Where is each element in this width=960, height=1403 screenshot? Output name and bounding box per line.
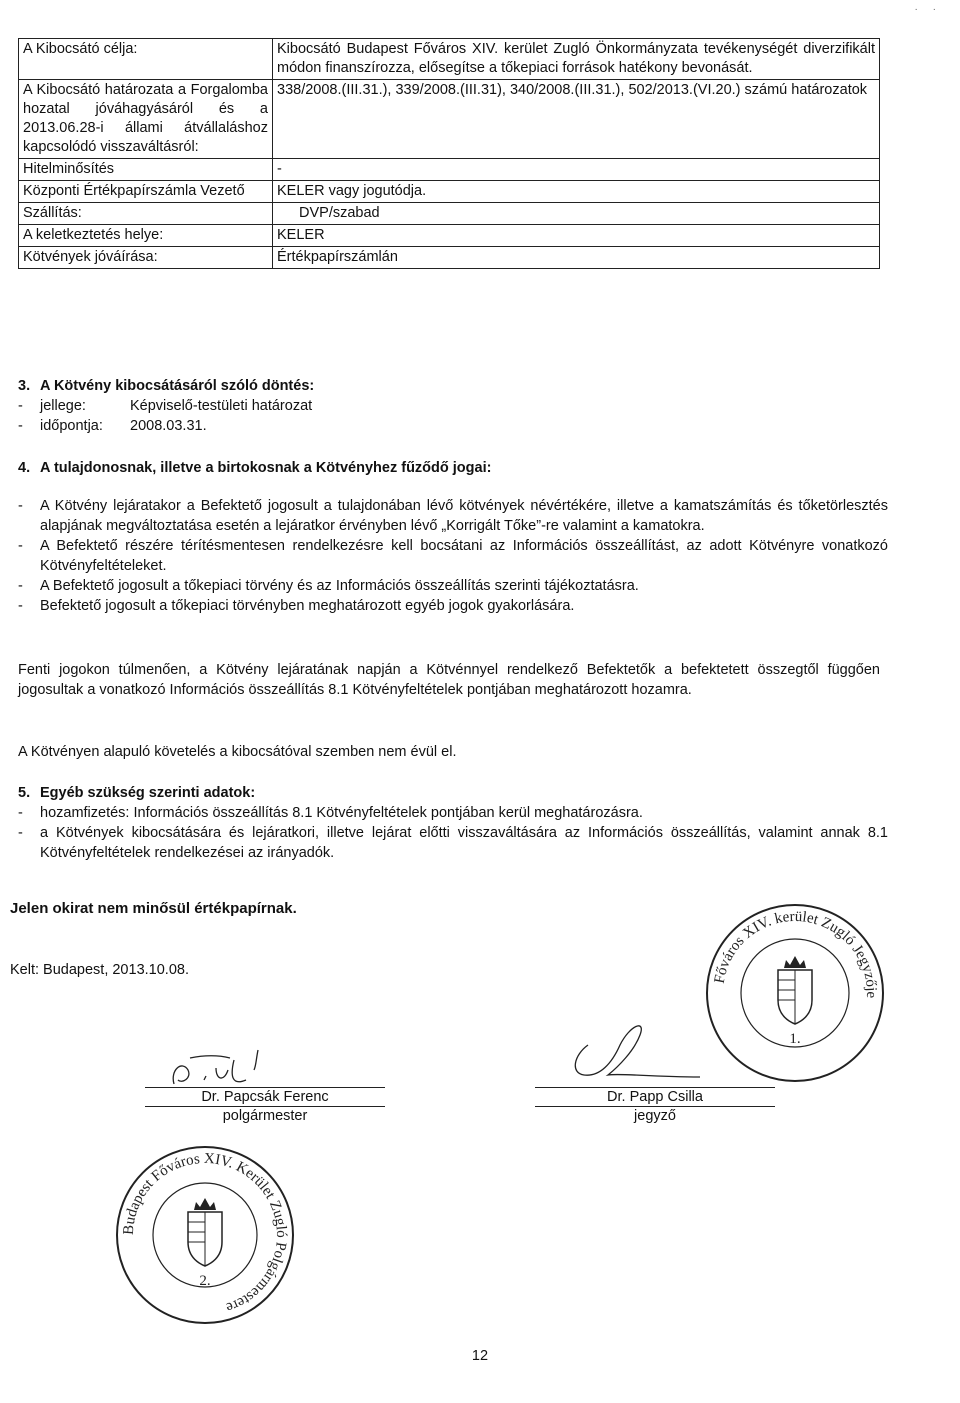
item-text: Befektető jogosult a tőkepiaci törvényben meghatározott egyéb jogok gyakorlására. <box>40 598 575 614</box>
bond-info-table <box>18 38 880 269</box>
table-row <box>19 80 880 159</box>
row-value: Értékpapírszámlán <box>273 247 880 269</box>
table-row <box>19 159 880 181</box>
mayor-signature-block <box>145 1087 385 1125</box>
list-item: - A Befektető jogosult a tőkepiaci törvény és az Információs összeállítás szerinti tájékoztatásra. <box>18 576 888 596</box>
claim-paragraph: A Kötvényen alapuló követelés a kibocsátóval szemben nem évül el. <box>18 744 457 760</box>
section-number: 5. <box>18 785 31 801</box>
not-a-security-note: Jelen okirat nem minősül értékpapírnak. <box>10 900 297 917</box>
row-key: Szállítás: <box>19 203 273 225</box>
section-number: 3. <box>18 378 31 394</box>
signer-name: Dr. Papcsák Ferenc <box>201 1089 329 1105</box>
item-value: 2008.03.31. <box>130 418 207 434</box>
row-key: A keletkeztetés helye: <box>19 225 273 247</box>
page-number: 12 <box>471 1348 489 1364</box>
list-item: - A Kötvény lejáratakor a Befektető jogosult a tulajdonában lévő kötvények névértékére, illetve a kamatszámítás és tőketörlesztés alapjának megváltoztatása esetén a lejáratkor érvényben lévő „Korrigált Tőke”-re valamint a kamatokra. <box>18 498 888 534</box>
list-item: - a Kötvények kibocsátására és lejáratkori, illetve lejárat előtti visszaváltására az Információs összeállítás, valamint annak 8.1 Kötvényfeltételek rendelkezései az irányadók. <box>18 825 888 861</box>
section-heading <box>18 458 888 478</box>
stamp-ring-text: Főváros XIV. kerület Zugló Jegyzője <box>711 908 880 999</box>
row-key: Központi Értékpapírszámla Vezető <box>19 181 273 203</box>
section-number: 4. <box>18 460 31 476</box>
item-label: jellege: <box>40 398 86 414</box>
item-label: időpontja: <box>40 418 103 434</box>
list-item: - A Befektető részére térítésmentesen rendelkezésre kell bocsátani az Információs összeállítást, az adott Kötvényre vonatkozó Kötvényfeltételeket. <box>18 538 888 574</box>
stamp-ring-text: Budapest Főváros XIV. Kerület Zugló Polgármestere <box>120 1150 290 1316</box>
section-title: A Kötvény kibocsátásáról szóló döntés: <box>40 378 315 394</box>
list-item: - jellege: Képviselő-testületi határozat <box>18 398 313 414</box>
signer-role: polgármester <box>145 1106 385 1125</box>
section-decision <box>18 376 888 436</box>
row-value: - <box>273 159 880 181</box>
table-row <box>19 39 880 80</box>
item-text: hozamfizetés: Információs összeállítás 8.1 Kötvényfeltételek pontjában kerül meghatározásra. <box>40 805 643 821</box>
table-row <box>19 225 880 247</box>
table-row <box>19 247 880 269</box>
section-title: A tulajdonosnak, illetve a birtokosnak a Kötvényhez fűződő jogai: <box>40 460 492 476</box>
notary-stamp <box>700 898 890 1088</box>
date-line: Kelt: Budapest, 2013.10.08. <box>10 962 189 978</box>
row-key: Hitelminősítés <box>19 159 273 181</box>
notary-signature-block <box>535 1087 775 1125</box>
stamp-number: 1. <box>789 1031 801 1047</box>
table-row <box>19 203 880 225</box>
notary-signature <box>560 1015 710 1085</box>
coat-of-arms-icon <box>778 956 812 1024</box>
mayor-signature <box>160 1040 300 1090</box>
row-value: 338/2008.(III.31.), 339/2008.(III.31), 340/2008.(III.31.), 502/2013.(VI.20.) számú határozatok <box>273 80 880 159</box>
scan-marks: · · <box>914 4 942 15</box>
row-key: A Kibocsátó határozata a Forgalomba hozatal jóváhagyásáról és a 2013.06.28-i állami átvállaláshoz kapcsolódó visszaváltásról: <box>19 80 273 159</box>
row-key: Kötvények jóváírása: <box>19 247 273 269</box>
section-rights <box>18 458 888 616</box>
signer-name: Dr. Papp Csilla <box>607 1089 703 1105</box>
row-value: KELER <box>273 225 880 247</box>
row-key: A Kibocsátó célja: <box>19 39 273 80</box>
list-item: - Befektető jogosult a tőkepiaci törvényben meghatározott egyéb jogok gyakorlására. <box>18 596 888 616</box>
row-value: DVP/szabad <box>273 203 880 225</box>
section-heading <box>18 783 888 803</box>
stamp-number: 2. <box>199 1273 211 1289</box>
coat-of-arms-icon <box>188 1198 222 1266</box>
item-value: Képviselő-testületi határozat <box>130 398 313 414</box>
section-title: Egyéb szükség szerinti adatok: <box>40 785 256 801</box>
section-heading <box>18 376 888 396</box>
list-item: - időpontja: 2008.03.31. <box>18 418 207 434</box>
row-value: Kibocsátó Budapest Főváros XIV. kerület Zugló Önkormányzata tevékenységét diverzifikált módon finanszírozza, elősegítse a tőkepiaci források hatékony bevonását. <box>273 39 880 80</box>
item-text: A Befektető részére térítésmentesen rendelkezésre kell bocsátani az Információs összeállítást, az adott Kötvényre vonatkozó Kötvényfeltételeket. <box>40 538 888 574</box>
item-text: A Kötvény lejáratakor a Befektető jogosult a tulajdonában lévő kötvények névértékére, illetve a kamatszámítás és tőketörlesztés alapjának megváltoztatása esetén a lejáratkor érvényben lévő „Korrigált Tőke”-re valamint a kamatokra. <box>40 498 888 534</box>
section-other <box>18 783 888 863</box>
row-value: KELER vagy jogutódja. <box>273 181 880 203</box>
item-text: a Kötvények kibocsátására és lejáratkori, illetve lejárat előtti visszaváltására az Információs összeállítás, valamint annak 8.1 Kötvényfeltételek rendelkezései az irányadók. <box>40 825 888 861</box>
mayor-stamp <box>110 1140 300 1330</box>
list-item: - hozamfizetés: Információs összeállítás 8.1 Kötvényfeltételek pontjában kerül meghatározásra. <box>18 803 888 823</box>
rights-paragraph: Fenti jogokon túlmenően, a Kötvény lejáratának napján a Kötvénnyel rendelkező Befektetők a befektetett összegtől függően jogosultak a vonatkozó Információs összeállítás 8.1 Kötvényfeltételek pontjában meghatározott hozamra. <box>18 662 880 698</box>
table-row <box>19 181 880 203</box>
item-text: A Befektető jogosult a tőkepiaci törvény és az Információs összeállítás szerinti tájékoztatásra. <box>40 578 639 594</box>
signer-role: jegyző <box>535 1106 775 1125</box>
